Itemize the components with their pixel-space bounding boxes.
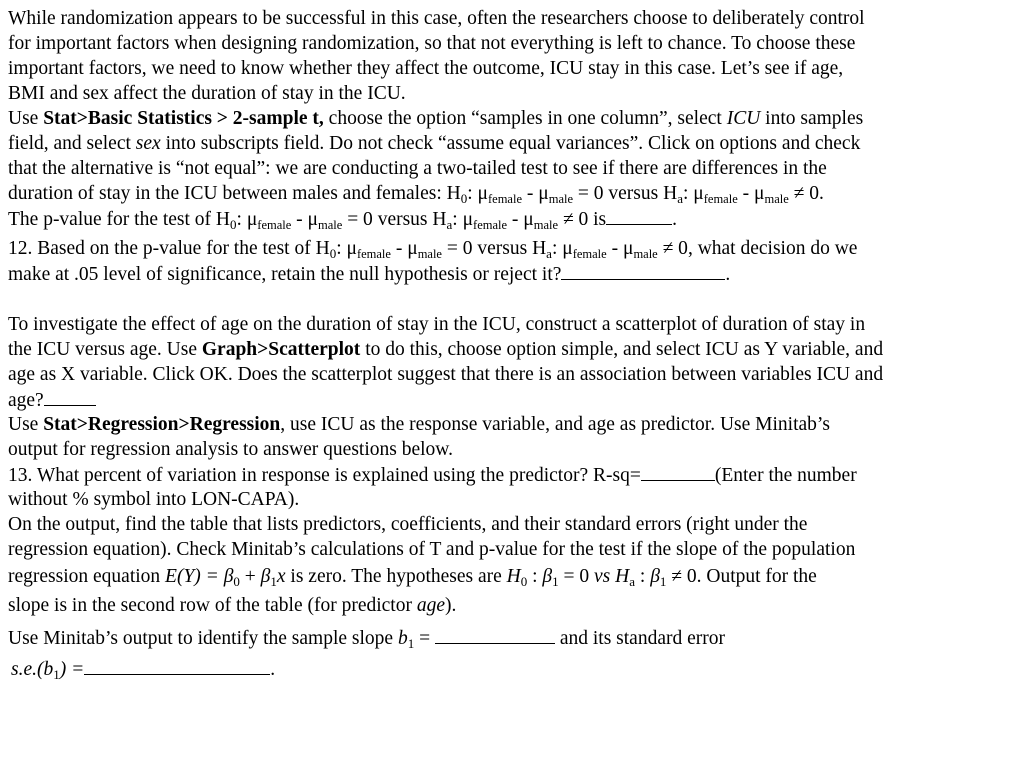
standard-error-symbol: $s.e.(b_1)$ = [11, 659, 85, 682]
text: slope is in the second row of the table (for predictor [8, 595, 417, 616]
text-line: that the alternative is “not equal”: we are conducting a two-tailed test to see if there are differences in the [8, 158, 827, 179]
text-line [8, 387, 1018, 412]
menu-path: Stat>Basic Statistics > 2-sample t, [43, 108, 324, 129]
variable-name: ICU [726, 108, 761, 129]
text-line [8, 337, 1018, 362]
regression-equation: $E(Y) = \beta_0 + \beta_1x$ [165, 566, 286, 589]
question-13 [8, 462, 1018, 512]
text-line [8, 236, 1018, 261]
output-table-paragraph [8, 512, 1018, 620]
regression-paragraph [8, 412, 1018, 462]
r-sq-answer-blank[interactable] [641, 462, 715, 481]
text-line: without % symbol into LON-CAPA). [8, 489, 300, 510]
text-line [8, 261, 1018, 286]
scatterplot-paragraph [8, 312, 1018, 412]
text: choose the option “samples in one column”, select [323, 108, 727, 129]
text: is [588, 209, 607, 230]
text-line [8, 562, 1018, 592]
slope-answer-blank[interactable] [435, 625, 555, 644]
text: and its standard error [554, 628, 725, 649]
text: 13. What percent of variation in response is explained using the predictor? R-sq= [8, 465, 641, 486]
text: The p-value for the test of [8, 209, 216, 230]
menu-path: Stat>Regression>Regression [43, 414, 281, 435]
text: into samples [760, 108, 864, 129]
text: field, and select [8, 133, 136, 154]
text-line: age as X variable. Click OK. Does the scatterplot suggest that there is an association between variables ICU and [8, 364, 884, 385]
text: (Enter the number [714, 465, 857, 486]
question-12 [8, 236, 1018, 286]
text-line: for important factors when designing randomization, so that not everything is left to chance. To choose these [8, 33, 856, 54]
text: to do this, choose option simple, and select ICU as Y variable, and [360, 339, 884, 360]
text: duration of stay in the ICU between males and females: [8, 183, 447, 204]
text: . [672, 209, 678, 230]
text-line: output for regression analysis to answer questions below. [8, 439, 453, 460]
text: . [725, 264, 731, 285]
text: into subscripts field. Do not check “assume equal variances”. Click on options and check [160, 133, 861, 154]
text-line: important factors, we need to know whether they affect the outcome, ICU stay in this case. Let’s see if age, [8, 58, 844, 79]
menu-path: Graph>Scatterplot [201, 339, 361, 360]
text-line [8, 206, 1018, 231]
text: . Output for the [696, 566, 817, 587]
text-line: While randomization appears to be successful in this case, often the researchers choose to deliberately control [8, 8, 865, 29]
text: Use [8, 414, 44, 435]
text-line [8, 624, 1018, 654]
text-line [8, 462, 1018, 487]
text: , what decision do we [687, 238, 858, 259]
text: regression equation [8, 566, 166, 587]
variable-name: sex [135, 133, 161, 154]
text: Use [8, 108, 44, 129]
hypothesis-formula: $H_0$: $\mu_{female} - \mu_{male} = 0$ versus $H_a$: $\mu_{female} - \mu_{male} \ne 0$ [315, 238, 688, 261]
text-line: To investigate the effect of age on the duration of stay in the ICU, construct a scatterplot of duration of stay in [8, 314, 866, 335]
text-line: On the output, find the table that lists predictors, coefficients, and their standard errors (right under the [8, 514, 808, 535]
two-sample-t-paragraph [8, 106, 1018, 231]
text-line: regression equation). Check Minitab’s calculations of T and p-value for the test if the slope of the population [8, 539, 856, 560]
text: the ICU versus age. Use [8, 339, 202, 360]
text: . [270, 659, 276, 680]
intro-paragraph [8, 6, 1018, 106]
text: ). [445, 595, 457, 616]
text: , use ICU as the response variable, and age as predictor. Use Minitab’s [280, 414, 830, 435]
standard-error-answer-blank[interactable] [84, 656, 270, 675]
slope-paragraph [8, 624, 1018, 686]
text-line [8, 131, 1018, 156]
text-line [8, 654, 1018, 686]
p-value-answer-blank[interactable] [606, 206, 672, 225]
text-line [8, 106, 1018, 131]
text-line [8, 592, 1018, 620]
sample-slope-symbol: $b_1$ = [397, 628, 435, 651]
slope-hypotheses: $H_0$ : $\beta_1 = 0$ vs $H_a$ : $\beta_1 \ne 0$ [506, 566, 697, 589]
variable-name: age [416, 595, 445, 616]
text: make at .05 level of significance, retain the null hypothesis or reject it? [8, 264, 562, 285]
hypothesis-formula: $H_0$: $\mu_{female} - \mu_{male} = 0$ versus $H_a$: $\mu_{female} - \mu_{male} \ne 0$. [446, 183, 824, 206]
text: 12. Based on the p-value for the test of [8, 238, 316, 259]
hypothesis-formula: $H_0$: $\mu_{female} - \mu_{male} = 0$ versus $H_a$: $\mu_{female} - \mu_{male} \ne 0$ [215, 209, 589, 232]
text-line [8, 412, 1018, 437]
association-answer-blank[interactable] [44, 387, 96, 406]
decision-answer-blank[interactable] [561, 261, 725, 280]
text-line: BMI and sex affect the duration of stay in the ICU. [8, 83, 406, 104]
text-line [8, 181, 1018, 206]
text: age? [8, 390, 44, 411]
text: is zero. The hypotheses are [285, 566, 507, 587]
text: Use Minitab’s output to identify the sample slope [8, 628, 398, 649]
